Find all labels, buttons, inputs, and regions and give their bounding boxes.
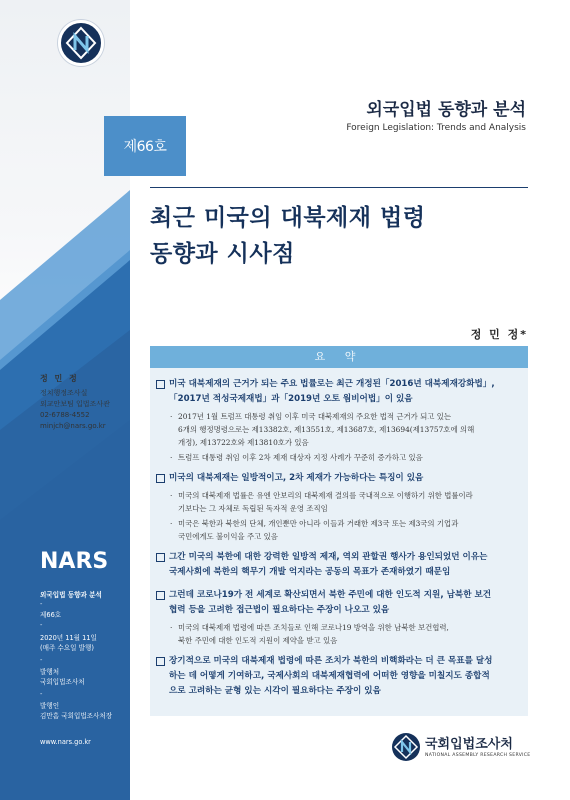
nars-logo: NARS (40, 549, 109, 574)
sidebar-publisher: 발행처 국회입법조사처 (40, 668, 85, 686)
footer-org-english-name: NATIONAL ASSEMBLY RESEARCH SERVICE (425, 753, 531, 758)
sidebar-pub-issue: 제66호 (40, 611, 62, 619)
summary-subpoint: · 미국의 대북제재 법률은 유엔 안보리의 대북제재 결의를 국내적으로 이행하기 위한 법률이라 기보다는 그 자체로 독립된 독자적 운영 조직임 (170, 491, 473, 513)
summary-body (150, 368, 528, 699)
summary-point: 미국 대북제재의 근거가 되는 주요 법률로는 최근 개정된「2016년 대북제재강화법」, 「2017년 적성국제재법」과「2019년 오토 웜비어법」이 있음 (156, 377, 524, 407)
sidebar-author-info: 정치행정조사실 외교안보팀 입법조사관 02-6788-4552 minjch@nars.go.kr (40, 389, 110, 430)
summary-point: 장기적으로 미국의 대북제재 법령에 따른 조치가 북한의 비핵화라는 더 큰 목표를 달성 하는 데 어떻게 기여하고, 국제사회의 대북제재협력에 어떠한 영향을 미칠지도 종합적 으로 고려하는 균형 있는 시각이 필요하다는 주장이 있음 (156, 654, 524, 699)
title-line: 동향과 시사점 (150, 241, 295, 267)
summary-heading: 요 약 (150, 346, 528, 368)
series-subtitle: Foreign Legislation: Trends and Analysis (346, 123, 526, 133)
author-email-link[interactable]: minjch@nars.go.kr (40, 422, 106, 430)
issue-number: 제66호 (104, 116, 186, 176)
nars-emblem-icon (58, 20, 104, 66)
checkbox-icon (156, 657, 165, 666)
checkbox-icon (156, 380, 165, 389)
sidebar-pub-title: 외국입법 동향과 분석 (40, 591, 102, 599)
summary-point: 그런데 코로나19가 전 세계로 확산되면서 북한 주민에 대한 인도적 지원, 남북한 보건 협력 등을 고려한 접근법이 필요하다는 주장이 나오고 있음 (156, 588, 524, 618)
summary-subpoint: · 미국의 대북제재 법령에 따른 조치들로 인해 코로나19 방역을 위한 남북한 보건협력, 북한 주민에 대한 인도적 지원이 제약을 받고 있음 (170, 623, 449, 645)
summary-subpoint: · 트럼프 대통령 취임 이후 2차 제재 대상자 지정 사례가 꾸준히 증가하고 있음 (170, 453, 423, 462)
checkbox-icon (156, 553, 165, 562)
summary-subpoint: · 미국은 북한과 북한의 단체, 개인뿐만 아니라 이들과 거래한 제3국 또는 제3국의 기업과 국민에게도 불이익을 주고 있음 (170, 519, 459, 541)
title-rule (150, 187, 528, 188)
sidebar-issuer: 발행인 김만흠 국회입법조사처장 (40, 702, 113, 720)
summary-box (150, 346, 528, 716)
summary-point: 미국의 대북제재는 일방적이고, 2차 제재가 가능하다는 특징이 있음 (156, 471, 524, 486)
summary-subpoint: · 2017년 1월 트럼프 대통령 취임 이후 미국 대북제재의 주요한 법적 근거가 되고 있는 6개의 행정명령으로는 제13382호, 제13551호, 제13687호, 제13694(제13757호에 의해 개정), 제13722호와 제13810호가 있음 (170, 412, 475, 447)
sidebar-pub-date: 2020년 11월 11일 (매주 수요일 발행) (40, 634, 97, 652)
sidebar-author-name: 정 민 정 (40, 374, 79, 383)
title-line: 최근 미국의 대북제재 법령 (150, 205, 426, 231)
checkbox-icon (156, 591, 165, 600)
sidebar-website-link[interactable]: www.nars.go.kr (40, 738, 91, 746)
series-title: 외국입법 동향과 분석 (366, 100, 526, 120)
page-title (150, 200, 530, 272)
author-name: 정 민 정* (470, 328, 528, 341)
summary-point: 그간 미국의 북한에 대한 강력한 일방적 제재, 역외 관할권 행사가 용인되었던 이유는 국제사회에 북한의 핵무기 개발 억지라는 공동의 목표가 존재하였기 때문임 (156, 550, 524, 580)
nars-org-emblem-icon (392, 733, 420, 761)
checkbox-icon (156, 474, 165, 483)
footer-org-name: 국회입법조사처 (425, 737, 513, 752)
